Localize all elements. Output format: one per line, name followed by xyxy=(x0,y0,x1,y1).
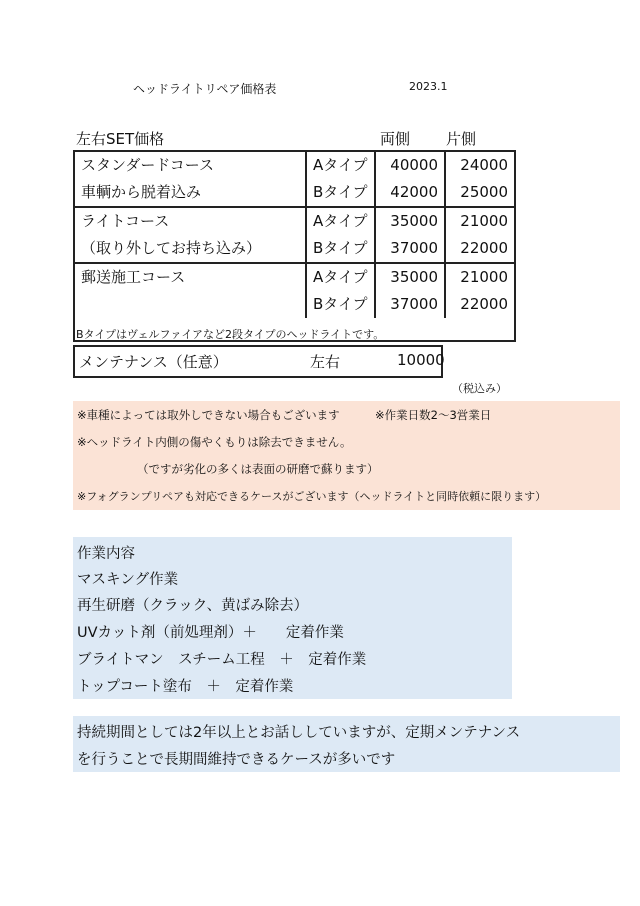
maintenance-label: メンテナンス（任意） xyxy=(79,353,228,371)
type-b-footnote: Bタイプはヴェルファイアなど2段タイプのヘッドライトです。 xyxy=(76,328,385,341)
note-line: ※ヘッドライト内側の傷やくもりは除去できません。 xyxy=(77,435,352,449)
work-item: トップコート塗布 ＋ 定着作業 xyxy=(77,679,294,695)
section-label: 左右SET価格 xyxy=(76,130,165,148)
work-item: ブライトマン スチーム工程 ＋ 定着作業 xyxy=(77,652,367,668)
table-row xyxy=(74,151,515,179)
table-row xyxy=(74,263,515,291)
course-name: （取り外してお持ち込み） xyxy=(74,235,306,263)
note-line: （ですが劣化の多くは表面の研磨で蘇ります） xyxy=(137,462,379,476)
course-name xyxy=(74,291,306,318)
price-one: 21000 xyxy=(445,263,515,291)
type-cell: Aタイプ xyxy=(306,207,375,235)
work-content-box xyxy=(73,537,512,699)
price-both: 35000 xyxy=(375,207,445,235)
price-both: 37000 xyxy=(375,291,445,318)
maintenance-price: 10000 xyxy=(397,351,445,369)
duration-box xyxy=(73,716,620,772)
type-cell: Aタイプ xyxy=(306,151,375,179)
price-both: 35000 xyxy=(375,263,445,291)
price-both: 37000 xyxy=(375,235,445,263)
price-one: 22000 xyxy=(445,235,515,263)
price-both: 40000 xyxy=(375,151,445,179)
work-item: 再生研磨（クラック、黄ばみ除去） xyxy=(77,598,309,614)
work-item: UVカット剤（前処理剤）＋ 定着作業 xyxy=(77,625,344,641)
duration-line: を行うことで長期間維持できるケースが多いです xyxy=(77,752,396,768)
table-row xyxy=(74,179,515,207)
type-cell: Bタイプ xyxy=(306,235,375,263)
price-one: 24000 xyxy=(445,151,515,179)
course-name: スタンダードコース xyxy=(74,151,306,179)
tax-note: （税込み） xyxy=(452,382,507,395)
maintenance-box xyxy=(73,345,443,378)
price-one: 25000 xyxy=(445,179,515,207)
table-row xyxy=(74,235,515,263)
price-table xyxy=(73,150,516,342)
maintenance-side: 左右 xyxy=(310,353,341,371)
column-header-both: 両側 xyxy=(380,130,411,148)
note-line: ※車種によっては取外しできない場合もございます xyxy=(77,408,340,422)
work-title: 作業内容 xyxy=(77,546,135,562)
course-name: 郵送施工コース xyxy=(74,263,306,291)
course-name: ライトコース xyxy=(74,207,306,235)
type-cell: Aタイプ xyxy=(306,263,375,291)
note-line: ※フォグランプリペアも対応できるケースがございます（ヘッドライトと同時依頼に限ります） xyxy=(77,490,547,503)
price-one: 21000 xyxy=(445,207,515,235)
page-title: ヘッドライトリペア価格表 xyxy=(133,82,277,96)
type-cell: Bタイプ xyxy=(306,179,375,207)
duration-line: 持続期間としては2年以上とお話ししていますが、定期メンテナンス xyxy=(77,725,521,741)
column-header-one: 片側 xyxy=(446,130,477,148)
course-name: 車輌から脱着込み xyxy=(74,179,306,207)
table-row xyxy=(74,207,515,235)
price-one: 22000 xyxy=(445,291,515,318)
notes-box xyxy=(73,401,620,510)
type-cell: Bタイプ xyxy=(306,291,375,318)
table-row xyxy=(74,291,515,318)
price-both: 42000 xyxy=(375,179,445,207)
work-item: マスキング作業 xyxy=(77,572,179,588)
date-label: 2023.1 xyxy=(409,80,448,93)
note-line: ※作業日数2～3営業日 xyxy=(375,408,492,422)
